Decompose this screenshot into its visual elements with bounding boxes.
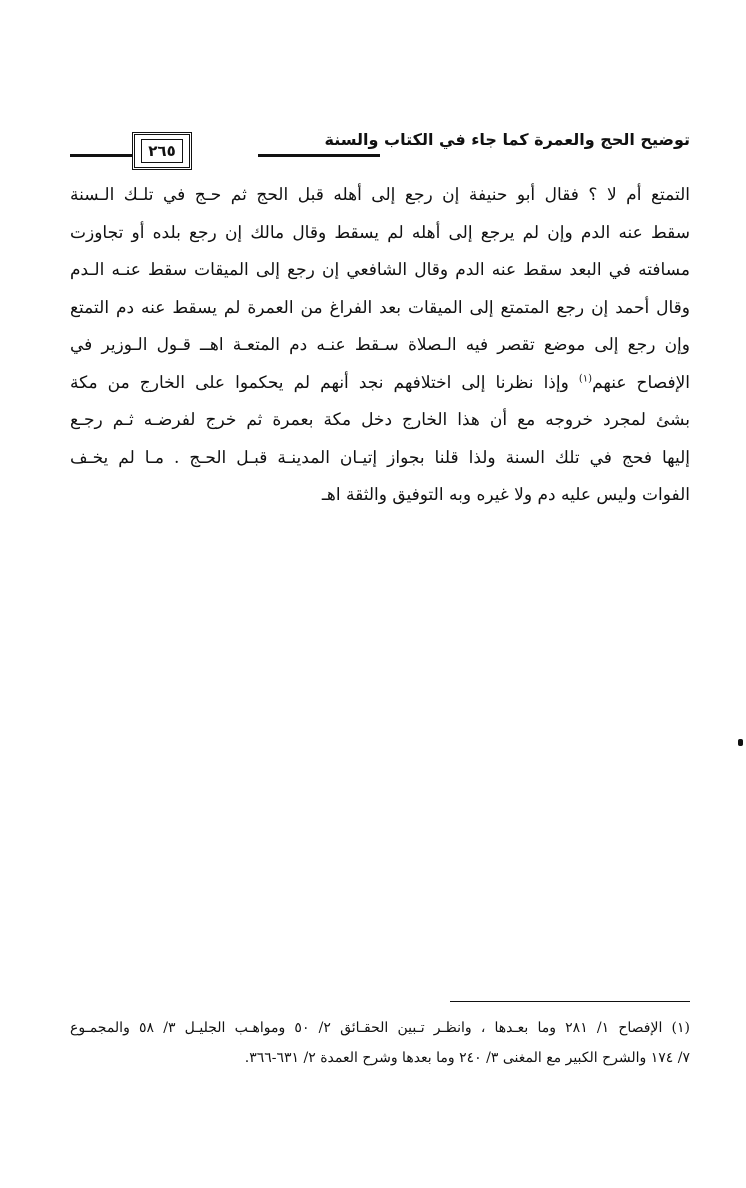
body-line: بشئ لمجرد خروجه مع أن هذا الخارج دخل مكة بعمرة ثم خرج لفرضـه ثـم رجـع <box>70 410 690 430</box>
footnotes <box>70 1013 690 1073</box>
body-text <box>70 177 690 515</box>
body-line: إليها فحج في تلك السنة ولذا قلنا بجواز إتيـان المدينـة قبـل الحـج . مـا لم يخـف <box>70 447 690 468</box>
running-header <box>70 128 690 172</box>
body-line-start: الإفصاح عنهم <box>592 372 690 393</box>
body-line <box>70 365 690 403</box>
page-number-box <box>132 132 192 170</box>
margin-mark <box>738 739 743 746</box>
header-rule-right <box>258 154 380 157</box>
body-line-rest: وإذا نظرنا إلى اختلافهم نجد أنهم لم يحكموا على الخارج من مكة <box>70 372 569 393</box>
header-title: توضيح الحج والعمرة كما جاء في الكتاب والسنة <box>324 130 690 149</box>
body-line: الفوات وليس عليه دم ولا غيره وبه التوفيق والثقة اهـ <box>321 485 690 505</box>
header-rule-left <box>70 154 132 157</box>
body-line: مسافته في البعد سقط عنه الدم وقال الشافعي إن رجع إلى الميقات سقط عنـه الـدم <box>70 260 690 280</box>
footnote-line: ٧/ ١٧٤ والشرح الكبير مع المغنى ٣/ ٢٤٠ وما بعدها وشرح العمدة ٢/ ٦٣١-٣٦٦. <box>244 1050 690 1066</box>
body-line: سقط عنه الدم وإن لم يرجع إلى أهله لم يسقط وقال مالك إن رجع بلده أو تجاوزت <box>70 222 690 243</box>
footnote-separator <box>450 1001 690 1002</box>
body-line: وإن رجع إلى موضع تقصر فيه الـصلاة سـقط عنـه دم المتعـة اهــ قـول الـوزير في <box>70 335 690 355</box>
body-line: التمتع أم لا ؟ فقال أبو حنيفة إن رجع إلى أهله قبل الحج ثم حـج في تلـك الـسنة <box>70 185 690 205</box>
footnote-reference: (١) <box>578 372 593 384</box>
body-line: وقال أحمد إن رجع المتمتع إلى الميقات بعد الفراغ من العمرة لم يسقط عنه دم التمتع <box>70 297 690 318</box>
footnote-line: (١) الإفصاح ١/ ٢٨١ وما بعـدها ، وانظـر تـبين الحقـائق ٢/ ٥٠ ومواهـب الجليـل ٣/ ٥٨ والمجمـوع <box>70 1020 690 1036</box>
page-number: ٢٦٥ <box>141 139 183 163</box>
